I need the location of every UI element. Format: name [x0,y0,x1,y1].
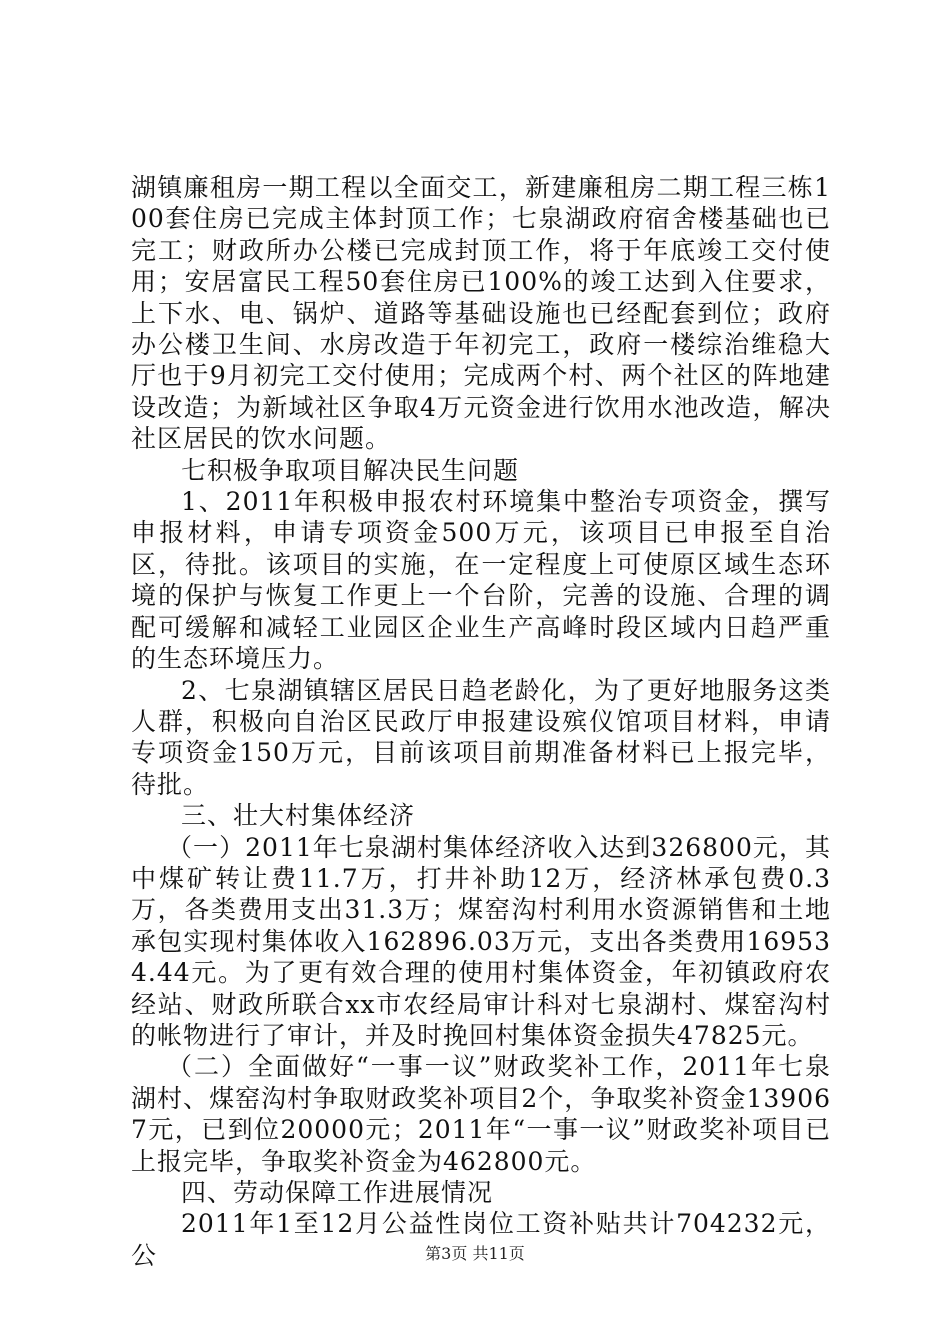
paragraph-collective-2: （二）全面做好“一事一议”财政奖补工作，2011年七泉湖村、煤窑沟村争取财政奖补项目2个，争取奖补资金139067元，已到位20000元；2011年“一事一议”财政奖补项目已上报完毕，争取奖补资金为462800元。 [131,1052,831,1176]
paragraph-housing-projects: 湖镇廉租房一期工程以全面交工，新建廉租房二期工程三栋100套住房已完成主体封顶工作；七泉湖政府宿舍楼基础也已完工；财政所办公楼已完成封顶工作，将于年底竣工交付使用；安居富民工程50套住房已100%的竣工达到入住要求，上下水、电、锅炉、道路等基础设施也已经配套到位；政府办公楼卫生间、水房改造于年初完工，政府一楼综治维稳大厅也于9月初完工交付使用；完成两个村、两个社区的阵地建设改造；为新域社区争取4万元资金进行饮用水池改造，解决社区居民的饮水问题。 [131,173,831,454]
paragraph-project-2: 2、七泉湖镇辖区居民日趋老龄化，为了更好地服务这类人群，积极向自治区民政厅申报建设殡仪馆项目材料，申请专项资金150万元，目前该项目前期准备材料已上报完毕，待批。 [131,675,831,799]
paragraph-labor: 2011年1至12月公益性岗位工资补贴共计704232元，公 [131,1209,831,1270]
document-body [131,172,831,1271]
paragraph-collective-1: （一）2011年七泉湖村集体经济收入达到326800元，其中煤矿转让费11.7万，打井补助12万，经济林承包费0.3万，各类费用支出31.3万；煤窑沟村利用水资源销售和土地承包实现村集体收入162896.03万元，支出各类费用169534.44元。为了更有效合理的使用村集体资金，年初镇政府农经站、财政所联合xx市农经局审计科对七泉湖村、煤窑沟村的帐物进行了审计，并及时挽回村集体资金损失47825元。 [131,832,831,1050]
page-footer: 第3页 共11页 [425,1244,525,1263]
paragraph-project-1: 1、2011年积极申报农村环境集中整治专项资金，撰写申报材料，申请专项资金500万元，该项目已申报至自治区，待批。该项目的实施，在一定程度上可使原区域生态环境的保护与恢复工作更上一个台阶，完善的设施、合理的调配可缓解和减轻工业园区企业生产高峰时段区域内日趋严重的生态环境压力。 [131,487,831,674]
section-heading-labor: 四、劳动保障工作进展情况 [181,1178,494,1207]
section-heading-collective-economy: 三、壮大村集体经济 [181,801,416,831]
section-heading-projects: 七积极争取项目解决民生问题 [181,455,520,485]
